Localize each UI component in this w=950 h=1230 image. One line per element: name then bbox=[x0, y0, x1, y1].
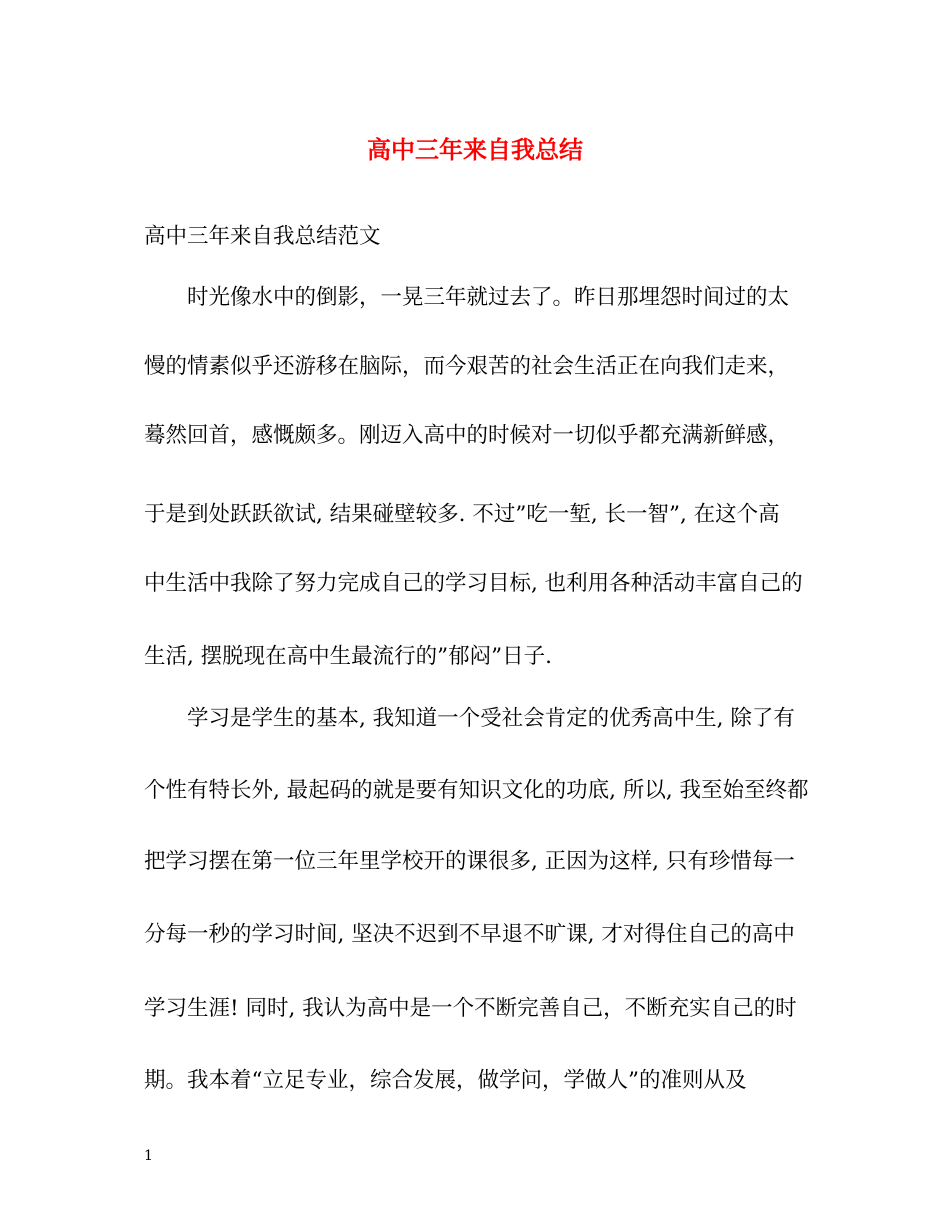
body-line: 生活, 摆脱现在高中生最流行的”郁闷”日子. bbox=[144, 644, 552, 669]
body-line: 学习生涯! 同时, 我认为高中是一个不断完善自己，不断充实自己的时 bbox=[144, 996, 797, 1021]
body-line: 慢的情素似乎还游移在脑际，而今艰苦的社会生活正在向我们走来， bbox=[144, 354, 790, 379]
body-line: 个性有特长外, 最起码的就是要有知识文化的功底, 所以, 我至始至终都 bbox=[144, 778, 809, 803]
body-line: 蓦然回首，感慨颇多。刚迈入高中的时候对一切似乎都充满新鲜感， bbox=[144, 423, 790, 448]
body-line: 学习是学生的基本, 我知道一个受社会肯定的优秀高中生, 除了有 bbox=[187, 706, 795, 731]
body-line: 期。我本着“立足专业，综合发展，做学问，学做人”的准则从及 bbox=[144, 1068, 747, 1093]
body-line: 分每一秒的学习时间, 坚决不迟到不早退不旷课, 才对得住自己的高中 bbox=[144, 922, 795, 947]
page-number: 1 bbox=[144, 1148, 153, 1164]
page-title: 高中三年来自我总结 bbox=[367, 135, 583, 164]
body-line: 把学习摆在第一位三年里学校开的课很多, 正因为这样, 只有珍惜每一 bbox=[144, 849, 795, 874]
body-line: 时光像水中的倒影，一晃三年就过去了。昨日那埋怨时间过的太 bbox=[187, 285, 790, 310]
document-subtitle: 高中三年来自我总结范文 bbox=[144, 224, 381, 249]
body-line: 中生活中我除了努力完成自己的学习目标, 也利用各种活动丰富自己的 bbox=[144, 571, 803, 596]
body-line: 于是到处跃跃欲试, 结果碰壁较多. 不过”吃一堑, 长一智”, 在这个高 bbox=[144, 502, 780, 527]
